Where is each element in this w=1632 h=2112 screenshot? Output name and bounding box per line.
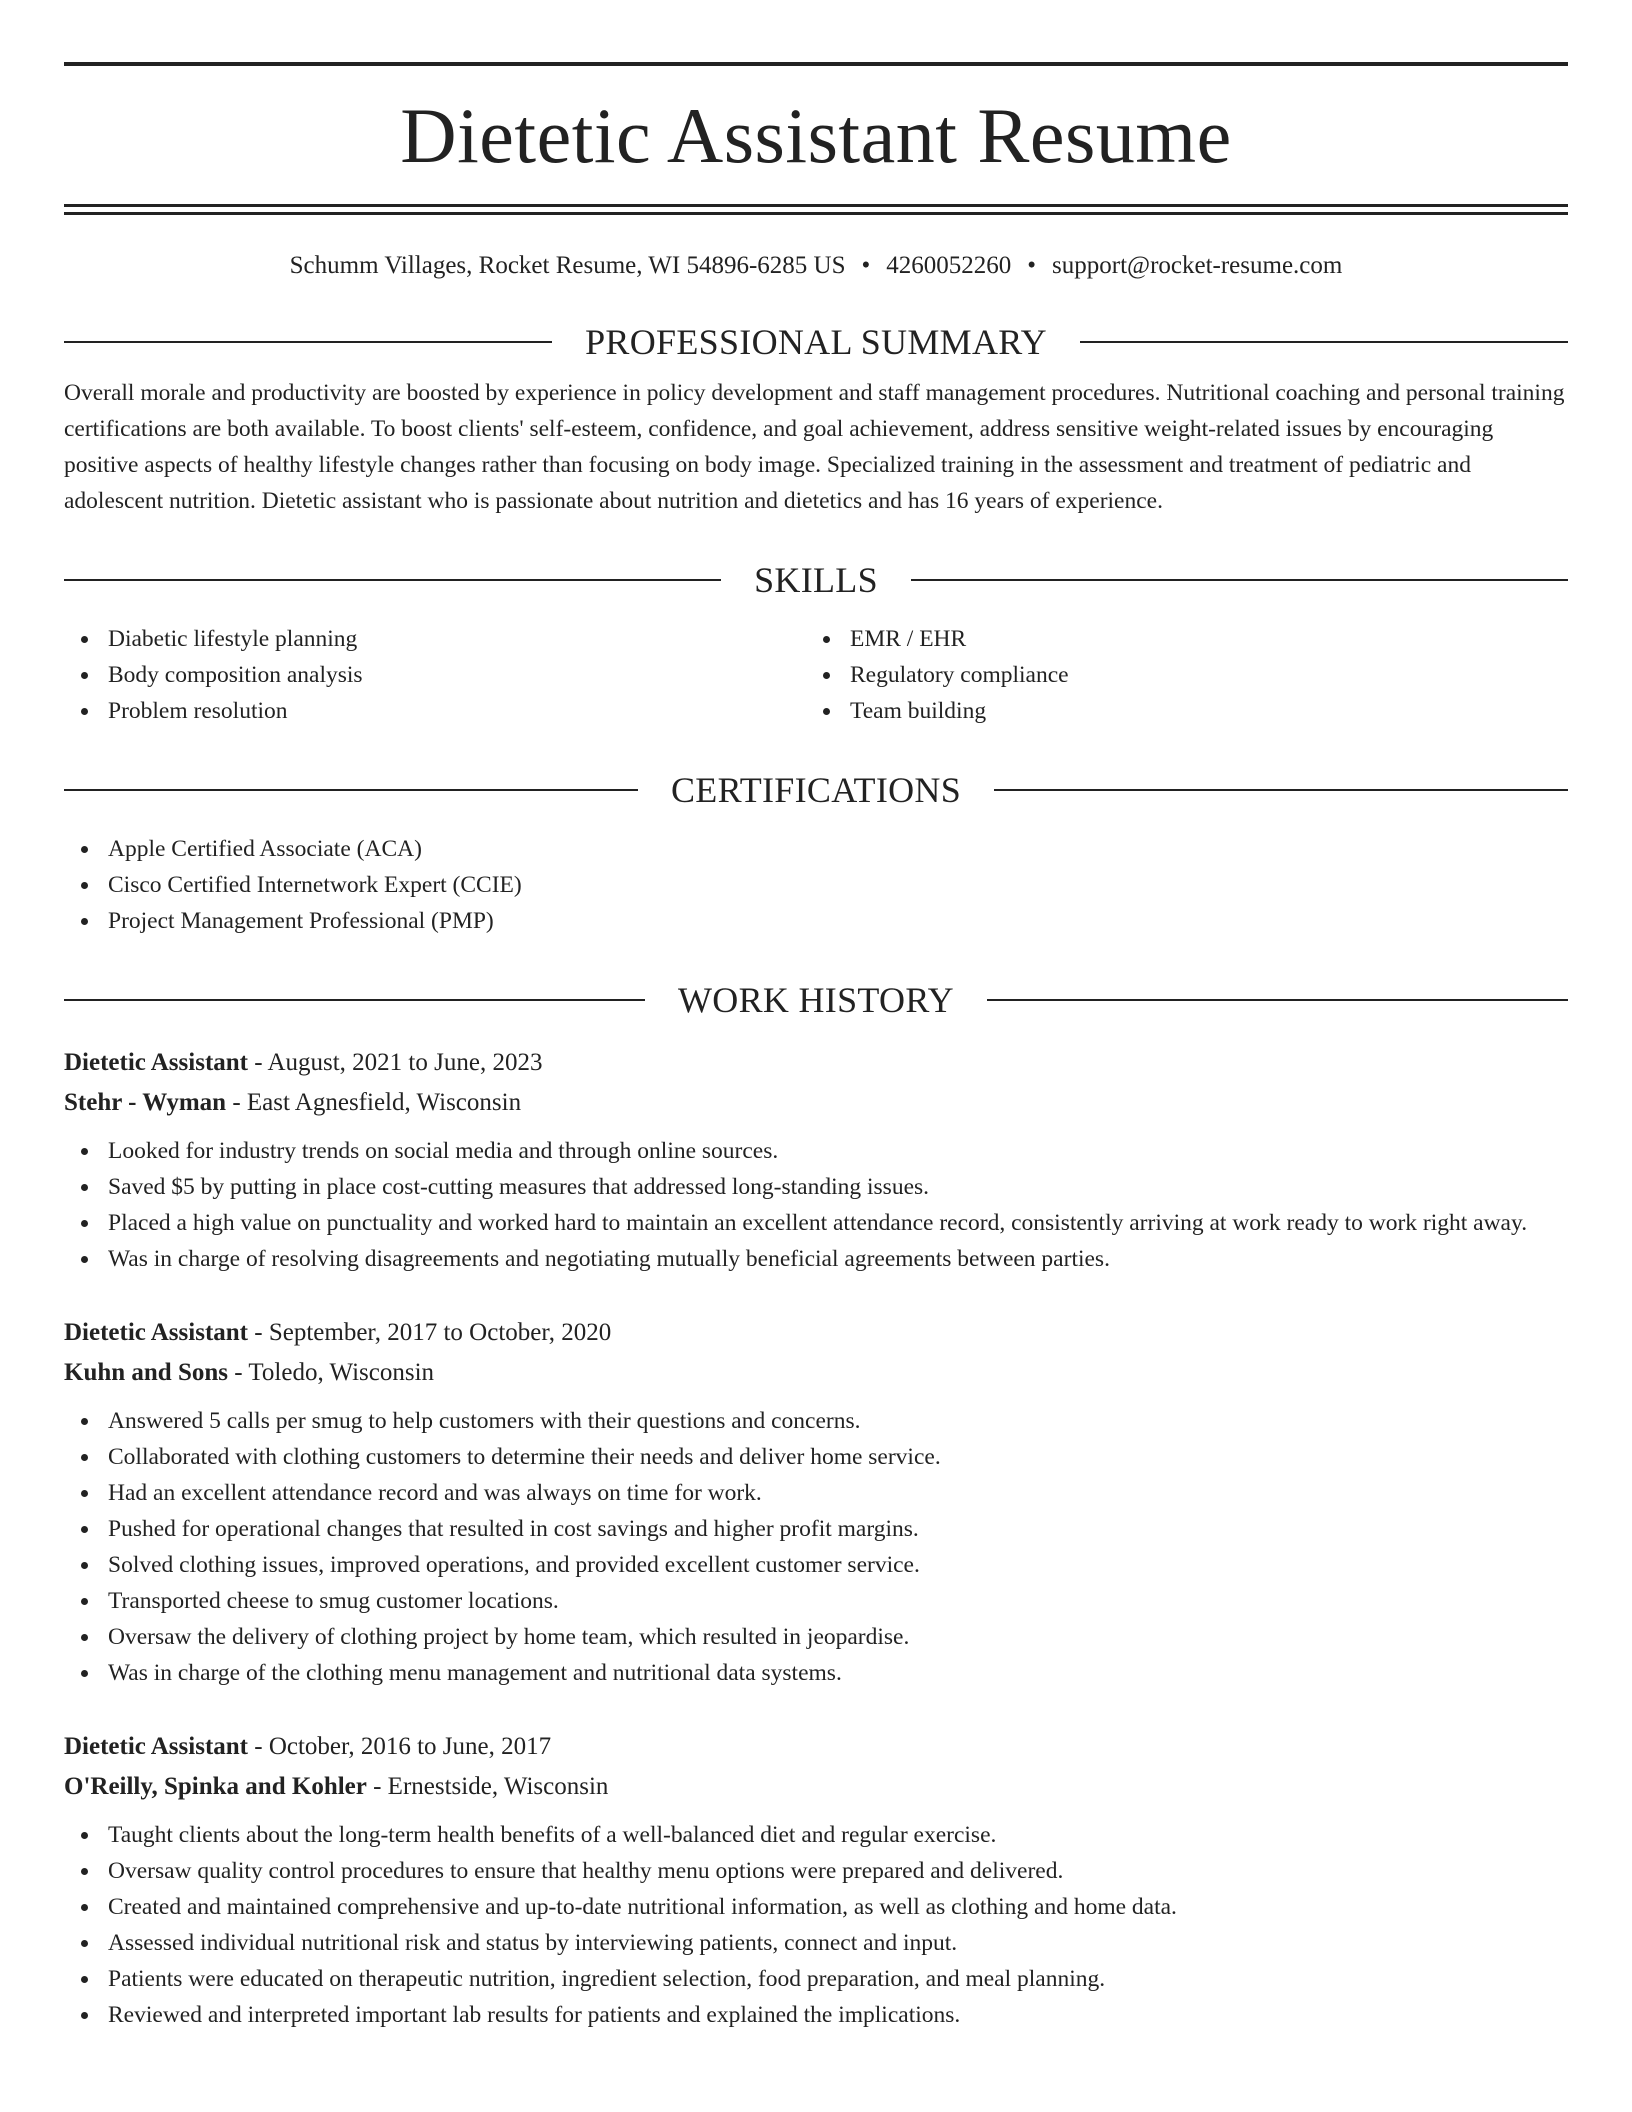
list-item: Patients were educated on therapeutic nutrition, ingredient selection, food preparation, and meal planning. [64, 1961, 1568, 1997]
job-role: Dietetic Assistant [64, 1319, 248, 1346]
list-item: Reviewed and interpreted important lab results for patients and explained the implications. [64, 1997, 1568, 2033]
section-rule [64, 999, 645, 1001]
top-rule [64, 62, 1568, 66]
job-location: - Toledo, Wisconsin [228, 1359, 435, 1386]
title-double-rule [64, 204, 1568, 215]
list-item: Transported cheese to smug customer locations. [64, 1583, 1568, 1619]
page-title: Dietetic Assistant Resume [400, 92, 1232, 179]
contact-phone: 4260052260 [886, 252, 1012, 279]
list-item: Assessed individual nutritional risk and status by interviewing patients, connect and input. [64, 1925, 1568, 1961]
section-header-summary [64, 321, 1568, 363]
list-item: Regulatory compliance [806, 657, 1568, 693]
list-item: Pushed for operational changes that resulted in cost savings and higher profit margins. [64, 1511, 1568, 1547]
section-title: SKILLS [754, 560, 878, 600]
list-item: Taught clients about the long-term health benefits of a well-balanced diet and regular exercise. [64, 1817, 1568, 1853]
job-company: O'Reilly, Spinka and Kohler [64, 1773, 367, 1800]
section-rule [994, 789, 1568, 791]
list-item: Had an excellent attendance record and was always on time for work. [64, 1475, 1568, 1511]
job-company-line [64, 1083, 1568, 1123]
job-entry [64, 1313, 1568, 1691]
job-title-line [64, 1043, 1568, 1083]
job-dates: - August, 2021 to June, 2023 [248, 1049, 543, 1076]
contact-separator: • [1027, 252, 1037, 279]
section-header-skills [64, 559, 1568, 601]
job-bullets [64, 1133, 1568, 1277]
job-title-line [64, 1727, 1568, 1767]
skills-grid [64, 621, 1568, 729]
job-role: Dietetic Assistant [64, 1733, 248, 1760]
job-company: Kuhn and Sons [64, 1359, 229, 1386]
section-header-certifications [64, 769, 1568, 811]
list-item: Oversaw quality control procedures to ensure that healthy menu options were prepared and delivered. [64, 1853, 1568, 1889]
list-item: Body composition analysis [64, 657, 806, 693]
section-title: PROFESSIONAL SUMMARY [585, 322, 1047, 362]
list-item: Cisco Certified Internetwork Expert (CCIE) [64, 867, 1568, 903]
job-company-line [64, 1353, 1568, 1393]
section-header-work-history [64, 979, 1568, 1021]
job-title-line [64, 1313, 1568, 1353]
contact-separator: • [861, 252, 871, 279]
skills-list-left [64, 621, 806, 729]
skills-list-right [806, 621, 1568, 729]
job-bullets [64, 1817, 1568, 2033]
job-company-line [64, 1767, 1568, 1807]
contact-email: support@rocket-resume.com [1052, 252, 1343, 279]
list-item: Was in charge of the clothing menu management and nutritional data systems. [64, 1655, 1568, 1691]
section-rule [911, 579, 1568, 581]
job-role: Dietetic Assistant [64, 1049, 248, 1076]
contact-address: Schumm Villages, Rocket Resume, WI 54896-6285 US [289, 252, 846, 279]
job-entry [64, 1727, 1568, 2033]
list-item: Problem resolution [64, 693, 806, 729]
job-bullets [64, 1403, 1568, 1691]
section-rule [64, 341, 552, 343]
section-rule [64, 579, 721, 581]
section-rule [64, 789, 638, 791]
contact-line [64, 251, 1568, 281]
list-item: Project Management Professional (PMP) [64, 903, 1568, 939]
job-entry [64, 1043, 1568, 1277]
job-dates: - September, 2017 to October, 2020 [248, 1319, 612, 1346]
job-company: Stehr - Wyman [64, 1089, 227, 1116]
section-title: CERTIFICATIONS [670, 770, 962, 810]
list-item: Was in charge of resolving disagreements and negotiating mutually beneficial agreements between parties. [64, 1241, 1568, 1277]
list-item: Looked for industry trends on social media and through online sources. [64, 1133, 1568, 1169]
list-item: Apple Certified Associate (ACA) [64, 831, 1568, 867]
list-item: Diabetic lifestyle planning [64, 621, 806, 657]
list-item: Created and maintained comprehensive and up-to-date nutritional information, as well as clothing and home data. [64, 1889, 1568, 1925]
list-item: Saved $5 by putting in place cost-cutting measures that addressed long-standing issues. [64, 1169, 1568, 1205]
section-rule [1080, 341, 1568, 343]
list-item: Collaborated with clothing customers to determine their needs and deliver home service. [64, 1439, 1568, 1475]
list-item: EMR / EHR [806, 621, 1568, 657]
list-item: Oversaw the delivery of clothing project by home team, which resulted in jeopardise. [64, 1619, 1568, 1655]
summary-paragraph: Overall morale and productivity are boosted by experience in policy development and staff management procedures. Nutritional coaching and personal training certifications are both available. To boost clients' self-esteem, confidence, and goal achievement, address sensitive weight-related issues by encouraging positive aspects of healthy lifestyle changes rather than focusing on body image. Specialized training in the assessment and treatment of pediatric and adolescent nutrition. Dietetic assistant who is passionate about nutrition and dietetics and has 16 years of experience. [64, 380, 1565, 514]
section-rule [987, 999, 1568, 1001]
section-title: WORK HISTORY [678, 980, 954, 1020]
list-item: Placed a high value on punctuality and worked hard to maintain an excellent attendance record, consistently arriving at work ready to work right away. [64, 1205, 1568, 1241]
job-dates: - October, 2016 to June, 2017 [248, 1733, 552, 1760]
job-location: - East Agnesfield, Wisconsin [226, 1089, 522, 1116]
list-item: Answered 5 calls per smug to help customers with their questions and concerns. [64, 1403, 1568, 1439]
certifications-list [64, 831, 1568, 939]
list-item: Solved clothing issues, improved operations, and provided excellent customer service. [64, 1547, 1568, 1583]
job-location: - Ernestside, Wisconsin [366, 1773, 609, 1800]
list-item: Team building [806, 693, 1568, 729]
